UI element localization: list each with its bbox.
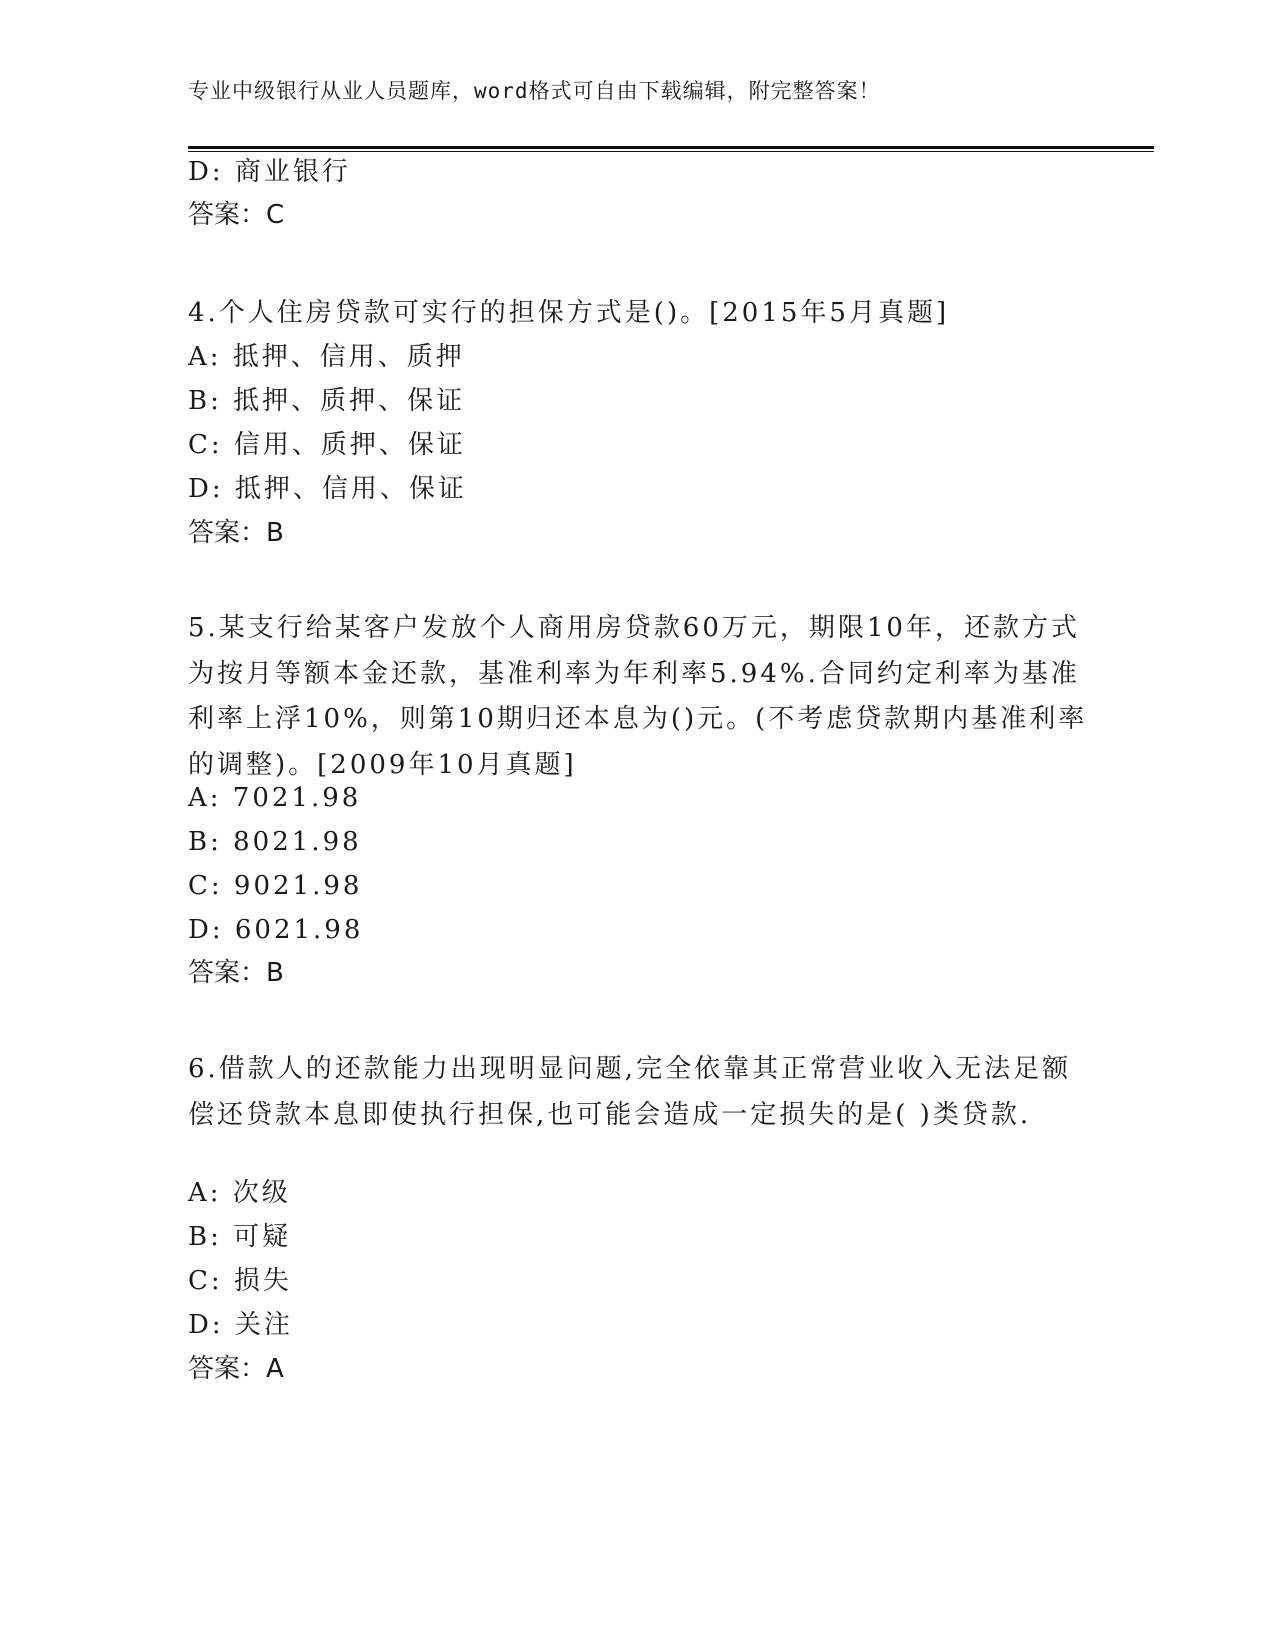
option-b: B: 抵押、质押、保证	[188, 386, 466, 416]
option-b: B: 8021.98	[188, 827, 362, 857]
answer: 答案：A	[188, 1354, 284, 1384]
question-stem: 4.个人住房贷款可实行的担保方式是()。[2015年5月真题]	[188, 298, 950, 328]
option-d: D: 商业银行	[188, 157, 351, 187]
question-stem: 6.借款人的还款能力出现明显问题,完全依靠其正常营业收入无法足额偿还贷款本息即使执行担保,也可能会造成一定损失的是( )类贷款.	[188, 1054, 1072, 1130]
page-header: 专业中级银行从业人员题库，word格式可自由下载编辑，附完整答案！	[188, 79, 881, 103]
option-c: C: 损失	[188, 1266, 292, 1296]
answer: 答案：C	[188, 200, 285, 230]
option-d: D: 6021.98	[188, 915, 364, 945]
answer: 答案：B	[188, 518, 284, 548]
option-a: A: 抵押、信用、质押	[188, 342, 465, 372]
option-b: B: 可疑	[188, 1222, 292, 1252]
option-c: C: 信用、质押、保证	[188, 430, 466, 460]
option-c: C: 9021.98	[188, 871, 363, 901]
question-stem: 5.某支行给某客户发放个人商用房贷款60万元，期限10年，还款方式为按月等额本金还款，基准利率为年利率5.94%.合同约定利率为基准利率上浮10%，则第10期归还本息为()元。(不考虑贷款期内基准利率的调整)。[2009年10月真题]	[188, 613, 1088, 780]
option-a: A: 7021.98	[188, 783, 362, 813]
option-d: D: 抵押、信用、保证	[188, 474, 467, 504]
answer: 答案：B	[188, 958, 284, 988]
header-divider-thick	[188, 146, 1154, 149]
option-d: D: 关注	[188, 1310, 293, 1340]
option-a: A: 次级	[188, 1178, 291, 1208]
